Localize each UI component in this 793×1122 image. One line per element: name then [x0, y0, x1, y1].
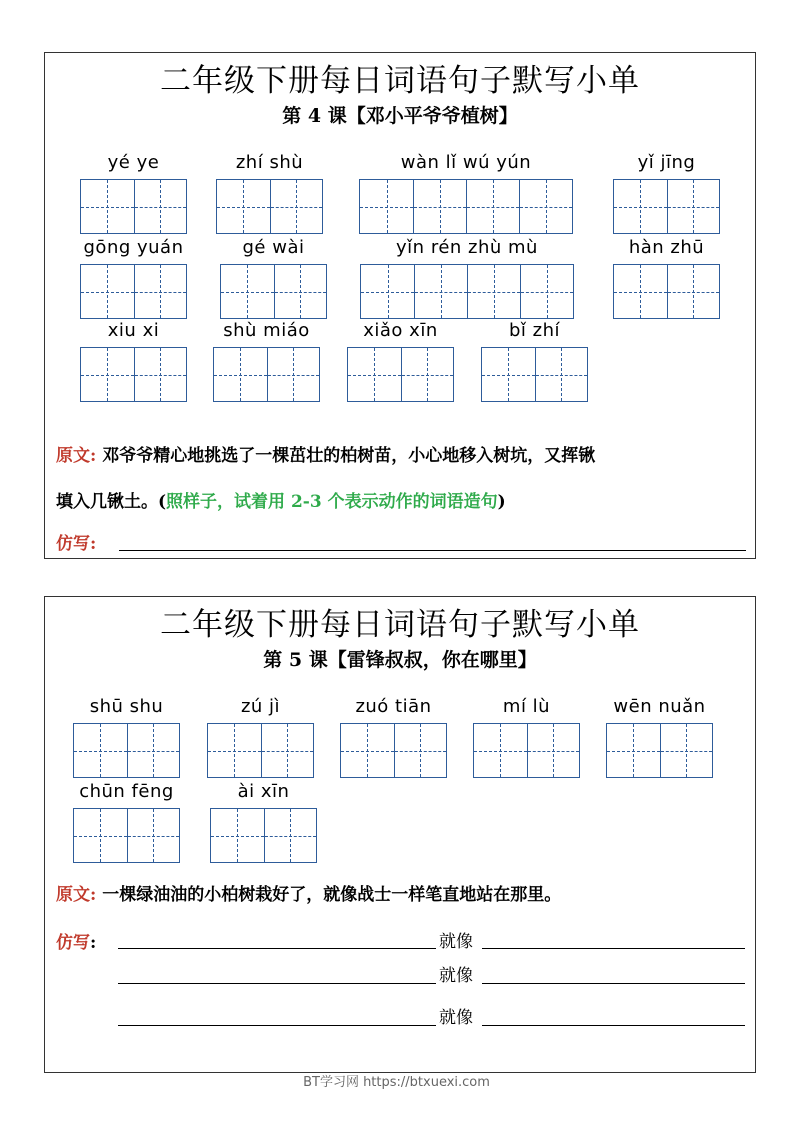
original-sentence [56, 880, 561, 905]
pinyin-label: xiǎo xīn [363, 320, 438, 341]
writing-grid[interactable] [473, 723, 580, 778]
pinyin-label: xiu xi [107, 320, 160, 341]
word-item [73, 780, 180, 863]
original-label: 原文: [56, 446, 97, 466]
imitate-label [56, 928, 96, 953]
word-item [213, 319, 320, 402]
jiuxiang-label: 就像 [439, 966, 473, 986]
writing-grid[interactable] [606, 723, 713, 778]
lesson-subtitle: 第 4 课【邓小平爷爷植树】 [282, 105, 518, 127]
word-item [340, 695, 447, 778]
word-item [606, 695, 713, 778]
word-item [80, 236, 187, 319]
pinyin-label: yǐ jīng [637, 152, 696, 173]
close-paren: ) [497, 492, 506, 512]
writing-grid[interactable] [613, 264, 720, 319]
original-text: 一棵绿油油的小柏树栽好了，就像战士一样笔直地站在那里。 [102, 885, 562, 905]
word-item [473, 695, 580, 778]
answer-line[interactable] [119, 550, 746, 551]
lesson-subtitle: 第 5 课【雷锋叔叔，你在哪里】 [263, 649, 537, 671]
word-item [360, 236, 574, 319]
pinyin-label: zú jì [240, 696, 281, 717]
answer-line-right[interactable] [482, 983, 745, 984]
footer-watermark: BT学习网 https://btxuexi.com [303, 1075, 490, 1090]
word-item [207, 695, 314, 778]
word-item [613, 236, 720, 319]
writing-grid[interactable] [207, 723, 314, 778]
answer-line-left[interactable] [118, 948, 436, 949]
pinyin-label: hàn zhū [628, 237, 705, 258]
word-item [613, 151, 720, 234]
word-item [359, 151, 573, 234]
word-item [210, 780, 317, 863]
pinyin-label: yǐn rén zhù mù [396, 237, 538, 258]
worksheet-title: 二年级下册每日词语句子默写小单 [160, 63, 640, 99]
pinyin-label: mí lù [502, 696, 551, 717]
writing-grid[interactable] [220, 264, 327, 319]
jiuxiang-label: 就像 [439, 1008, 473, 1028]
writing-grid[interactable] [347, 347, 454, 402]
answer-line-left[interactable] [118, 1025, 436, 1026]
worksheet-card-lesson-5 [44, 596, 756, 1073]
jiuxiang-label: 就像 [439, 932, 473, 952]
original-sentence-line-1 [56, 441, 595, 466]
writing-grid[interactable] [80, 179, 187, 234]
writing-grid[interactable] [216, 179, 323, 234]
pinyin-label: shū shu [89, 696, 164, 717]
pinyin-label: bǐ zhí [508, 320, 560, 341]
writing-grid[interactable] [613, 179, 720, 234]
pinyin-label: chūn fēng [79, 781, 174, 802]
writing-grid[interactable] [360, 264, 574, 319]
imitate-label: 仿写: [56, 534, 97, 554]
worksheet-title: 二年级下册每日词语句子默写小单 [160, 607, 640, 643]
word-item [347, 319, 454, 402]
writing-grid[interactable] [340, 723, 447, 778]
pinyin-label: wàn lǐ wú yún [400, 152, 532, 173]
pinyin-label: yé ye [107, 152, 160, 173]
worksheet-card-lesson-4 [44, 52, 756, 559]
answer-line-left[interactable] [118, 983, 436, 984]
word-item [481, 319, 588, 402]
writing-grid[interactable] [73, 723, 180, 778]
word-item [80, 319, 187, 402]
original-text-continued: 填入几锹土。( [56, 492, 167, 512]
pinyin-label: wēn nuǎn [613, 696, 706, 717]
writing-grid[interactable] [359, 179, 573, 234]
pinyin-label: shù miáo [223, 320, 310, 341]
writing-grid[interactable] [80, 264, 187, 319]
word-item [80, 151, 187, 234]
imitate-colon: : [90, 933, 97, 953]
writing-grid[interactable] [210, 808, 317, 863]
writing-grid[interactable] [213, 347, 320, 402]
original-sentence-line-2 [56, 487, 506, 512]
word-item [220, 236, 327, 319]
original-label: 原文: [56, 885, 97, 905]
original-text: 邓爷爷精心地挑选了一棵茁壮的柏树苗，小心地移入树坑，又挥锹 [102, 446, 596, 466]
writing-grid[interactable] [73, 808, 180, 863]
word-item [216, 151, 323, 234]
pinyin-label: gé wài [242, 237, 305, 258]
pinyin-label: ài xīn [237, 781, 290, 802]
answer-line-right[interactable] [482, 1025, 745, 1026]
pinyin-label: gōng yuán [83, 237, 184, 258]
word-item [73, 695, 180, 778]
pinyin-label: zuó tiān [355, 696, 432, 717]
instruction-text: 照样子，试着用 2-3 个表示动作的词语造句 [166, 492, 498, 512]
writing-grid[interactable] [481, 347, 588, 402]
writing-grid[interactable] [80, 347, 187, 402]
answer-line-right[interactable] [482, 948, 745, 949]
pinyin-label: zhí shù [235, 152, 304, 173]
imitate-label-text: 仿写 [56, 933, 90, 953]
